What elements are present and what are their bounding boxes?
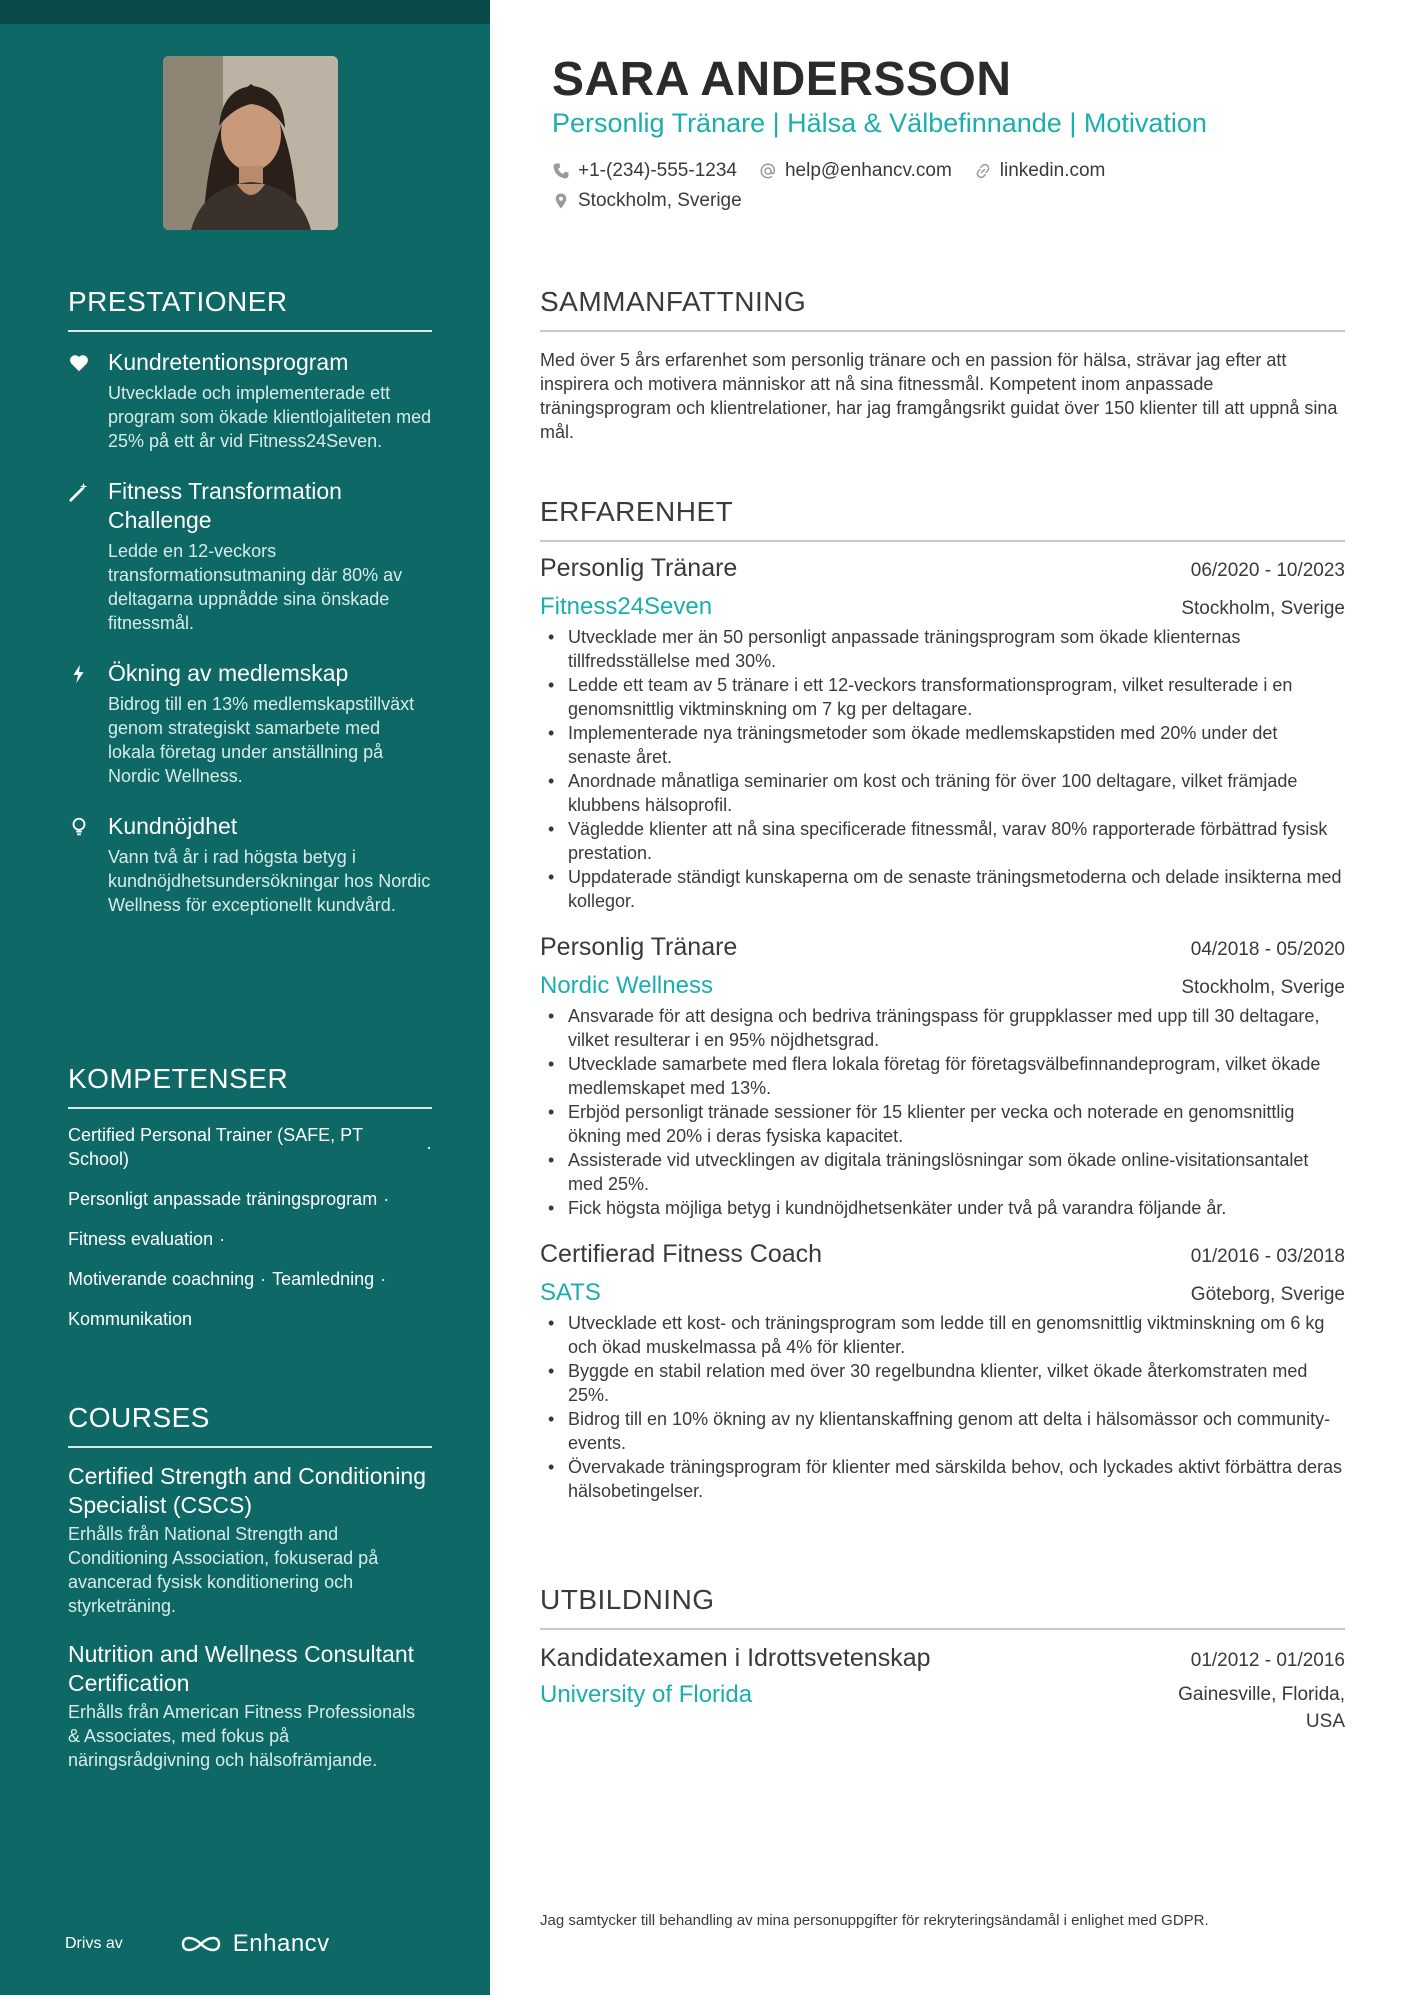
skill-item: Motiverande coachning <box>68 1269 255 1289</box>
skill-row <box>68 1187 432 1211</box>
job-header <box>540 1240 1345 1269</box>
phone-icon <box>552 162 570 180</box>
job-dates: 04/2018 - 05/2020 <box>1190 939 1345 960</box>
education-header <box>540 1644 1345 1673</box>
email-text: help@enhancv.com <box>784 160 952 181</box>
skills-list <box>68 1123 432 1331</box>
gdpr-consent: Jag samtycker till behandling av mina personuppgifter för rekryteringsändamål i enlighet med GDPR. <box>540 1912 1209 1929</box>
job-bullet: • Implementerade nya träningsmetoder som ökade medlemskapstiden med 20% under det senaste året. <box>540 721 1345 769</box>
achievement-item <box>68 348 432 453</box>
skill-separator: · <box>219 1229 226 1249</box>
link-icon <box>974 162 992 180</box>
job-bullet: • Utvecklade samarbete med flera lokala företag för företagsvälbefinnandeprogram, vilket ökade medlemskapet med 13%. <box>540 1052 1345 1100</box>
job-dates: 06/2020 - 10/2023 <box>1190 560 1345 581</box>
courses-section <box>68 1402 432 1794</box>
magic-wand-icon <box>68 481 90 503</box>
contact-info <box>552 160 1105 220</box>
job-bullet: • Assisterade vid utvecklingen av digitala träningslösningar som ökade online-visitationsantalet med 25%. <box>540 1148 1345 1196</box>
education-location <box>1178 1681 1345 1735</box>
website-contact[interactable] <box>974 160 1106 182</box>
achievement-desc: Bidrog till en 13% medlemskapstillväxt genom strategiskt samarbete med lokala företag under anställning på Nordic Wellness. <box>108 694 415 786</box>
job-bullet: • Fick högsta möjliga betyg i kundnöjdhetsenkäter under två på varandra följande år. <box>540 1196 1345 1220</box>
job-bullet: • Bidrog till en 10% ökning av ny klientanskaffning genom att delta i hälsomässor och community-events. <box>540 1407 1345 1455</box>
powered-by <box>65 1930 330 1958</box>
job-location: Stockholm, Sverige <box>1181 977 1345 998</box>
candidate-name: SARA ANDERSSON <box>552 53 1012 106</box>
course-title: Certified Strength and Conditioning Specialist (CSCS) <box>68 1463 427 1518</box>
job-bullet: • Utvecklade mer än 50 personligt anpassade träningsprogram som ökade klienternas tillfredsställelse med 30%. <box>540 625 1345 673</box>
education-dates: 01/2012 - 01/2016 <box>1190 1650 1345 1671</box>
enhancv-logo-icon <box>179 1932 223 1956</box>
job-company: Nordic Wellness <box>540 972 713 999</box>
profile-photo <box>163 56 338 230</box>
job-company: SATS <box>540 1279 601 1306</box>
course-desc: Erhålls från National Strength and Conditioning Association, fokuserad på avancerad fysisk konditionering och styrketräning. <box>68 1524 379 1616</box>
summary-title: SAMMANFATTNING <box>540 286 1345 332</box>
powered-by-label: Drivs av <box>65 1935 123 1952</box>
course-desc: Erhålls från American Fitness Professionals & Associates, med fokus på näringsrådgivning och hälsofrämjande. <box>68 1702 416 1770</box>
phone-contact[interactable] <box>552 160 737 182</box>
job-bullets <box>540 625 1345 913</box>
location-contact <box>552 190 742 212</box>
job-entry <box>540 933 1345 1220</box>
skill-separator: · <box>383 1189 390 1209</box>
achievements-title: PRESTATIONER <box>68 286 432 332</box>
job-entry <box>540 1240 1345 1503</box>
experience-section <box>540 496 1345 1503</box>
job-bullet: • Byggde en stabil relation med över 30 regelbundna klienter, vilket ökade återkomstraten med 25%. <box>540 1359 1345 1407</box>
location-text: Stockholm, Sverige <box>578 190 742 211</box>
job-entry <box>540 554 1345 913</box>
job-role: Personlig Tränare <box>540 554 738 582</box>
achievement-item <box>68 477 432 635</box>
sidebar-top-band <box>0 0 490 24</box>
education-location-line1: Gainesville, Florida, <box>1178 1684 1345 1705</box>
skill-row <box>68 1267 432 1291</box>
job-header <box>540 554 1345 583</box>
achievement-item <box>68 812 432 917</box>
job-header <box>540 933 1345 962</box>
skill-item: Kommunikation <box>68 1309 193 1329</box>
job-bullet: • Erbjöd personligt tränade sessioner för 15 klienter per vecka och noterade en genomsnittlig ökning med 20% i deras fysiska kapacitet. <box>540 1100 1345 1148</box>
location-pin-icon <box>552 192 570 210</box>
contact-row <box>552 160 1105 182</box>
education-location-line2: USA <box>1305 1711 1345 1732</box>
brand-name: Enhancv <box>232 1930 330 1957</box>
skill-item: Personligt anpassade träningsprogram <box>68 1189 378 1209</box>
achievement-desc: Utvecklade och implementerade ett program som ökade klientlojaliteten med 25% på ett år vid Fitness24Seven. <box>108 383 432 451</box>
achievement-desc: Ledde en 12-veckors transformationsutmaning där 80% av deltagarna uppnådde sina önskade fitnessmål. <box>108 541 403 633</box>
brand-logo[interactable] <box>179 1930 330 1958</box>
education-title: UTBILDNING <box>540 1584 1345 1630</box>
education-entry <box>540 1644 1345 1735</box>
email-contact[interactable] <box>759 160 952 182</box>
skill-row <box>68 1227 432 1251</box>
heart-icon <box>68 352 90 374</box>
job-role: Certifierad Fitness Coach <box>540 1240 823 1268</box>
job-bullet: • Övervakade träningsprogram för klienter med särskilda behov, och lyckades aktivt förbättra deras hälsobetingelser. <box>540 1455 1345 1503</box>
lightning-icon <box>68 663 90 685</box>
achievement-title: Kundretentionsprogram <box>108 349 349 375</box>
achievement-title: Fitness Transformation Challenge <box>108 478 342 533</box>
job-subheader <box>540 1279 1345 1307</box>
job-bullets <box>540 1004 1345 1220</box>
summary-text: Med över 5 års erfarenhet som personlig tränare och en passion för hälsa, strävar jag efter att inspirera och motivera människor att nå sina fitnessmål. Kompetent inom anpassade träningsprogram och klientrelationer, har jag framgångsrikt guidat över 150 klienter till att uppnå sina mål. <box>540 350 1338 442</box>
experience-title: ERFARENHET <box>540 496 1345 542</box>
achievement-item <box>68 659 432 788</box>
job-bullet: • Anordnade månatliga seminarier om kost och träning för över 100 deltagare, vilket främjade klubbens hälsoprofil. <box>540 769 1345 817</box>
website-text: linkedin.com <box>999 160 1106 181</box>
at-icon <box>759 162 777 180</box>
job-bullets <box>540 1311 1345 1503</box>
education-subheader <box>540 1681 1345 1735</box>
job-location: Göteborg, Sverige <box>1190 1284 1345 1305</box>
skill-separator: · <box>260 1269 267 1289</box>
education-degree: Kandidatexamen i Idrottsvetenskap <box>540 1644 931 1672</box>
education-section <box>540 1584 1345 1735</box>
profile-photo-image <box>163 56 338 230</box>
job-bullet: • Utvecklade ett kost- och träningsprogram som ledde till en genomsnittlig viktminskning om 6 kg och ökad muskelmassa på 4% för klienter. <box>540 1311 1345 1359</box>
job-subheader <box>540 593 1345 621</box>
job-company: Fitness24Seven <box>540 593 713 620</box>
skill-row <box>68 1123 432 1171</box>
job-bullet: • Uppdaterade ständigt kunskaperna om de senaste träningsmetoderna och delade insikterna med kollegor. <box>540 865 1345 913</box>
job-bullet: • Vägledde klienter att nå sina specificerade fitnessmål, varav 80% rapporterade förbättrad fysisk prestation. <box>540 817 1345 865</box>
skills-title: KOMPETENSER <box>68 1063 432 1109</box>
job-bullet: • Ansvarade för att designa och bedriva träningspass för gruppklasser med upp till 30 deltagare, vilket resulterar i en 95% nöjdhetsgrad. <box>540 1004 1345 1052</box>
skill-item: Fitness evaluation <box>68 1229 214 1249</box>
job-dates: 01/2016 - 03/2018 <box>1190 1246 1345 1267</box>
education-school: University of Florida <box>540 1681 753 1708</box>
headline: Personlig Tränare | Hälsa & Välbefinnande | Motivation <box>552 108 1207 138</box>
achievements-list <box>68 348 432 917</box>
achievements-section <box>68 286 432 941</box>
sidebar <box>0 0 490 1995</box>
skill-row <box>68 1307 432 1331</box>
skill-separator: · <box>380 1269 387 1289</box>
skill-separator: · <box>426 1137 432 1157</box>
summary-section <box>540 286 1345 444</box>
contact-row <box>552 190 1105 212</box>
phone-text: +1-(234)-555-1234 <box>578 160 737 181</box>
achievement-desc: Vann två år i rad högsta betyg i kundnöjdhetsundersökningar hos Nordic Wellness för exceptionellt kundvård. <box>108 847 431 915</box>
skills-section <box>68 1063 432 1347</box>
courses-title: COURSES <box>68 1402 432 1448</box>
skill-item: Certified Personal Trainer (SAFE, PT School) <box>68 1125 363 1169</box>
achievement-title: Ökning av medlemskap <box>108 660 349 686</box>
course-item <box>68 1462 432 1618</box>
course-item <box>68 1640 432 1772</box>
job-location: Stockholm, Sverige <box>1181 598 1345 619</box>
skill-item: Teamledning <box>272 1269 375 1289</box>
course-title: Nutrition and Wellness Consultant Certification <box>68 1641 415 1696</box>
lightbulb-icon <box>68 816 90 838</box>
achievement-title: Kundnöjdhet <box>108 813 238 839</box>
job-role: Personlig Tränare <box>540 933 738 961</box>
job-subheader <box>540 972 1345 1000</box>
job-bullet: • Ledde ett team av 5 tränare i ett 12-veckors transformationsprogram, vilket resulterade i en genomsnittlig viktminskning om 7 kg per deltagare. <box>540 673 1345 721</box>
